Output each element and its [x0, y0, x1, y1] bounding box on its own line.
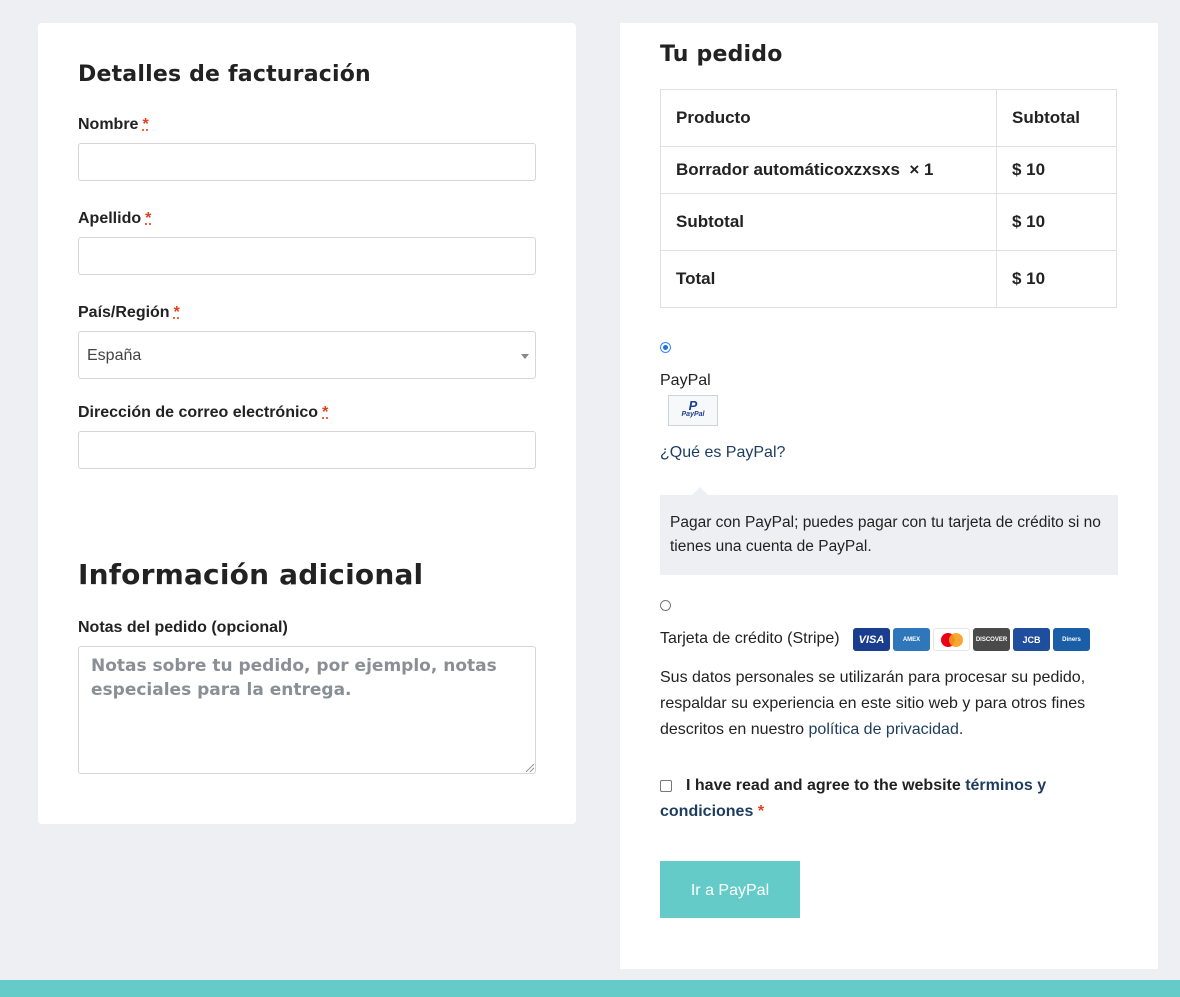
product-quantity: × 1 [909, 160, 934, 179]
product-subtotal: $ 10 [997, 147, 1117, 194]
mastercard-icon [933, 628, 970, 651]
table-row [661, 147, 1117, 194]
paypal-description-box: Pagar con PayPal; puedes pagar con tu tarjeta de crédito si no tienes una cuenta de PayPal. [660, 495, 1118, 575]
required-marker: * [322, 404, 329, 421]
order-notes-textarea[interactable] [78, 646, 536, 774]
billing-details-section [38, 23, 576, 518]
country-select[interactable] [78, 331, 536, 379]
country-label: País/Región * [78, 304, 180, 321]
first-name-input[interactable] [78, 143, 536, 181]
table-header-product: Producto [661, 90, 997, 147]
required-marker: * [173, 304, 180, 321]
country-select-value: España [87, 347, 142, 364]
billing-title: Detalles de facturación [78, 62, 371, 87]
first-name-label: Nombre * [78, 116, 149, 133]
resize-handle-icon[interactable] [526, 764, 534, 772]
stripe-label: Tarjeta de crédito (Stripe) [660, 630, 840, 647]
required-marker: * [757, 803, 765, 820]
what-is-paypal-link[interactable]: ¿Qué es PayPal? [660, 444, 786, 461]
order-review-section [620, 23, 1158, 969]
card-brand-icons [853, 628, 1090, 651]
terms-label: I have read and agree to the website términos y condiciones * [660, 777, 1047, 820]
footer-bar [0, 980, 1180, 997]
order-notes-label: Notas del pedido (opcional) [78, 619, 288, 636]
mastercard-circles [939, 632, 965, 648]
additional-info-title: Información adicional [78, 558, 424, 591]
chevron-down-icon [521, 354, 529, 359]
total-value: $ 10 [997, 251, 1117, 308]
subtotal-label: Subtotal [661, 194, 997, 251]
email-label: Dirección de correo electrónico * [78, 404, 329, 421]
terms-link[interactable]: términos y condiciones [660, 777, 1047, 820]
paypal-radio[interactable] [660, 342, 671, 353]
stripe-radio[interactable] [660, 600, 671, 611]
diners-icon: Diners [1053, 628, 1090, 651]
product-name: Borrador automáticoxzxsxs [676, 160, 900, 179]
paypal-label: PayPal [660, 372, 711, 389]
paypal-logo-mark: P [688, 398, 698, 413]
total-label: Total [661, 251, 997, 308]
pay-with-paypal-button[interactable]: Ir a PayPal [660, 861, 800, 918]
paypal-logo-icon [668, 395, 718, 426]
last-name-label: Apellido * [78, 210, 152, 227]
table-row [661, 251, 1117, 308]
order-title: Tu pedido [660, 42, 783, 67]
table-header-subtotal: Subtotal [997, 90, 1117, 147]
product-cell [661, 147, 997, 194]
required-marker: * [142, 116, 149, 133]
table-header-row [661, 90, 1117, 147]
table-row [661, 194, 1117, 251]
privacy-notice: Sus datos personales se utilizarán para procesar su pedido, respaldar su experiencia en este sitio web y para otros fines descritos en nuestro política de privacidad. [660, 669, 1086, 738]
required-marker: * [145, 210, 152, 227]
last-name-input[interactable] [78, 237, 536, 275]
order-table [660, 89, 1117, 308]
email-input[interactable] [78, 431, 536, 469]
amex-icon: AMEX [893, 628, 930, 651]
paypal-logo-wordmark: PayPal [681, 411, 705, 418]
privacy-policy-link[interactable]: política de privacidad [808, 721, 959, 738]
subtotal-value: $ 10 [997, 194, 1117, 251]
discover-icon: DISCOVER [973, 628, 1010, 651]
visa-icon: VISA [853, 628, 890, 651]
order-notes-placeholder: Notas sobre tu pedido, por ejemplo, notas especiales para la entrega. [91, 656, 497, 700]
additional-info-section [38, 518, 576, 824]
jcb-icon: JCB [1013, 628, 1050, 651]
